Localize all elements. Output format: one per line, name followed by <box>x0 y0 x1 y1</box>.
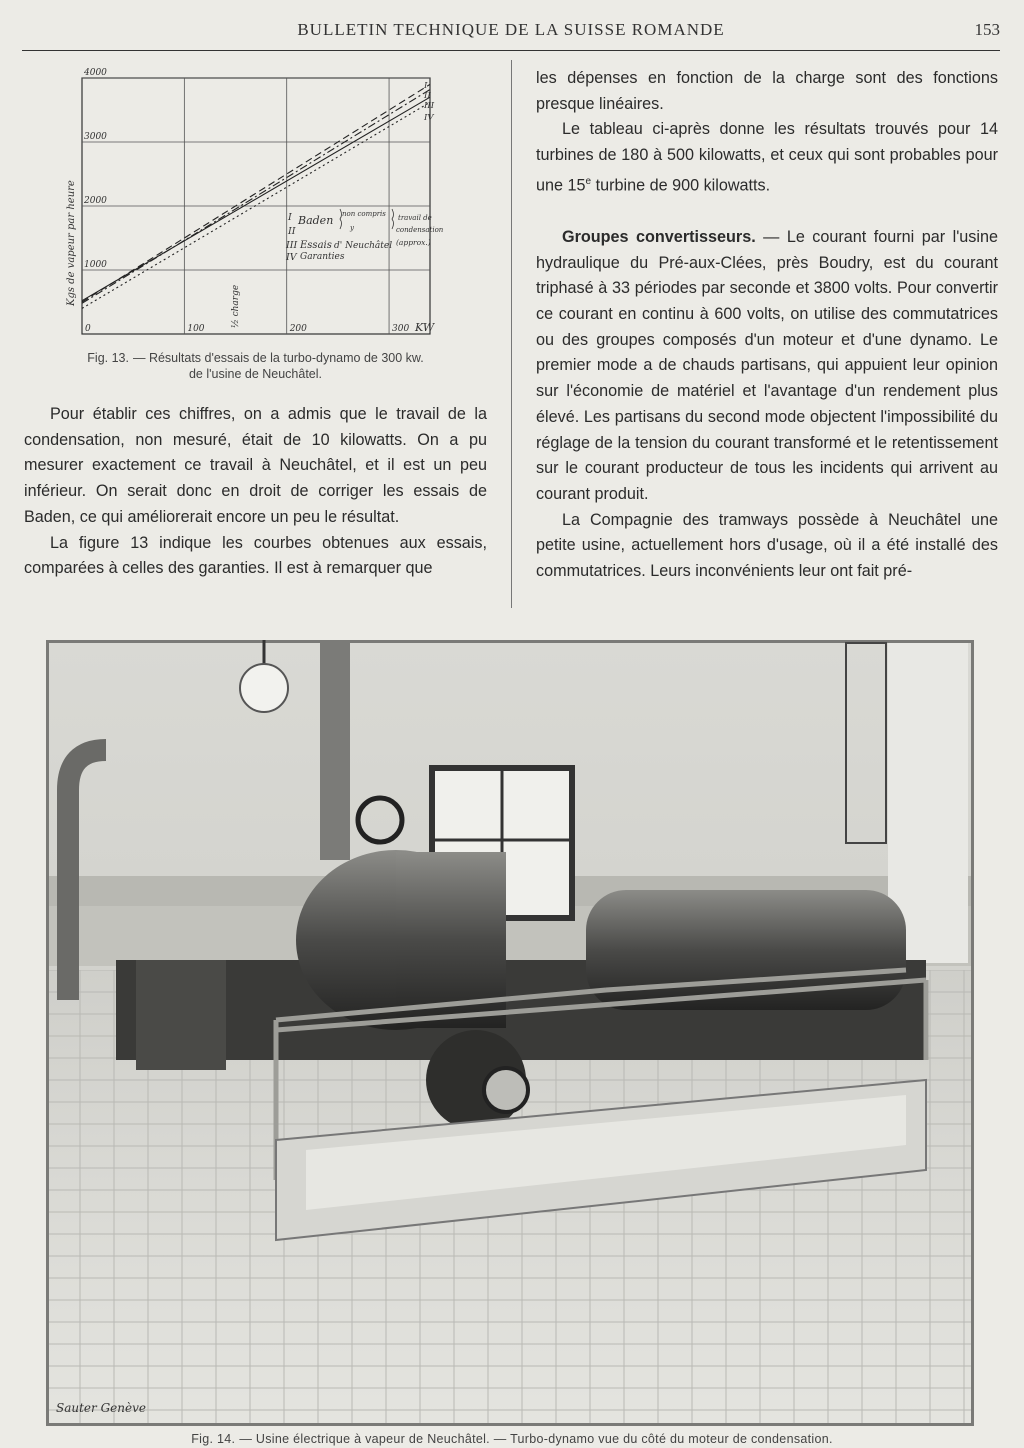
legend-brace-b <box>392 209 394 229</box>
chart-grid <box>82 78 430 334</box>
legend-travail-a: travail de <box>398 214 432 222</box>
x-tick-label: 300 <box>392 324 410 334</box>
legend-roman-3: III <box>286 240 298 251</box>
right-paragraph-3-body: — Le courant fourni par l'usine hydraulique du Pré-aux-Clées, près Boudry, est du courant triphasé à 33 périodes par seconde et 3800 volts. Pour convertir ce courant en continu à 600 volts, on utilise des commutatrices ou des groupes composés d'un moteur et d'une dynamo. Le premier mode a de chauds partisans, qui appuient leur opinion sur l'économie de matériel et l'avantage d'un rendement plus élevé. Les partisans du second mode objectent l'impossibilité du réglage de la tension du courant transformé et le retentissement sur le courant producteur de tous les incidents qui arrivent au courant produit. <box>536 227 998 503</box>
legend-essais: Essais <box>300 240 332 251</box>
legend-baden: Baden <box>298 214 334 227</box>
x-tick-label: 0 <box>85 324 91 334</box>
series-line-II <box>82 90 430 304</box>
curve-labels <box>423 81 435 123</box>
legend-baden-note-a: non compris <box>342 210 386 218</box>
figure-14-label: Fig. 14. <box>191 1432 236 1446</box>
legend-roman-4: IV <box>286 252 297 263</box>
right-paragraph-2 <box>536 117 998 199</box>
series-line-IV <box>82 102 430 308</box>
right-paragraph-2-b: turbine de 900 kilowatts. <box>591 176 771 195</box>
y-tick-label: 3000 <box>84 132 107 142</box>
chart-svg <box>60 66 472 346</box>
vertical-pipe <box>320 640 350 860</box>
y-tick-label: 4000 <box>84 68 107 78</box>
right-paragraph-4: La Compagnie des tramways possède à Neuchâtel une petite usine, actuellement hors d'usage, où il a été installé des commutatrices. Leurs inconvénients leur ont fait pré- <box>536 510 998 581</box>
section-heading: Groupes convertisseurs. <box>562 227 756 246</box>
left-column <box>24 402 487 582</box>
curve-label-1: I <box>424 81 428 91</box>
right-paragraph-2-sup: e <box>585 175 592 187</box>
right-paragraph-2-a: Le tableau ci-après donne les résultats trouvés pour 14 turbines de 180 à 500 kilowatts, et ceux qui sont probables pour une 15 <box>536 120 998 195</box>
figure-14-caption-text: — Usine électrique à vapeur de Neuchâtel. — Turbo-dynamo vue du côté du moteur de condensation. <box>239 1432 833 1446</box>
right-paragraph-3 <box>536 225 998 508</box>
chart-ylabel: Kgs de vapeur par heure <box>66 180 77 306</box>
legend-neuchatel: d' Neuchâtel <box>334 241 393 251</box>
left-paragraph-1: Pour établir ces chiffres, on a admis que le travail de la condensation, non mesuré, était de 10 kilowatts. On a pu mesurer exactement ce travail à Neuchâtel, et il est un peu inférieur. On serait donc en droit de corriger les essais de Baden, ce qui améliorerait encore un peu le résultat. <box>24 405 487 526</box>
page-number: 153 <box>974 20 1000 39</box>
figure-14-caption <box>24 1432 1000 1446</box>
left-paragraph-2: La figure 13 indique les courbes obtenues aux essais, comparées à celles des garanties. Il est à remarquer que <box>24 533 487 578</box>
x-unit-label: KW <box>415 321 435 334</box>
legend-roman-2: II <box>288 226 296 237</box>
figure-13-caption-line2: de l'usine de Neuchâtel. <box>188 367 323 381</box>
y-tick-label: 2000 <box>84 196 107 206</box>
curve-label-3: III <box>424 101 435 111</box>
legend-travail-b: condensation <box>396 226 444 234</box>
running-title: BULLETIN TECHNIQUE DE LA SUISSE ROMANDE <box>297 20 725 39</box>
curve-label-4: IV <box>424 113 434 123</box>
column-divider <box>511 60 512 608</box>
chart-charge-label: ½ charge <box>231 284 241 328</box>
bearing-pedestal <box>136 960 226 1070</box>
legend-baden-note-b: y <box>350 224 354 232</box>
lamp-globe <box>240 664 288 712</box>
turbo-dynamo-photo <box>46 640 974 1426</box>
legend-roman-1: I <box>288 212 292 223</box>
photo-credit: Sauter Genève <box>56 1401 146 1415</box>
legend-brace-a <box>340 209 342 229</box>
figure-13-caption-line1: — Résultats d'essais de la turbo-dynamo de 300 kw. <box>132 351 424 365</box>
right-column <box>536 66 998 585</box>
x-tick-label: 200 <box>289 324 307 334</box>
figure-13-chart <box>60 66 472 346</box>
chart-ticks <box>83 68 436 334</box>
figure-14-photo <box>46 640 974 1426</box>
legend-garanties: Garanties <box>300 252 345 262</box>
right-paragraph-1: les dépenses en fonction de la charge sont des fonctions presque linéaires. <box>536 69 998 113</box>
figure-13-caption <box>24 350 487 382</box>
chart-series <box>82 84 430 308</box>
motor-pulley <box>484 1068 528 1112</box>
x-tick-label: 100 <box>187 324 205 334</box>
figure-13-label: Fig. 13. <box>87 351 129 365</box>
legend-approx: (approx.) <box>396 238 431 247</box>
curve-label-2: II <box>424 91 431 101</box>
y-tick-label: 1000 <box>84 260 107 270</box>
chart-legend <box>285 209 444 263</box>
series-line-I <box>82 84 430 302</box>
paragraph-spacer <box>536 199 998 225</box>
page-header <box>22 20 1000 51</box>
